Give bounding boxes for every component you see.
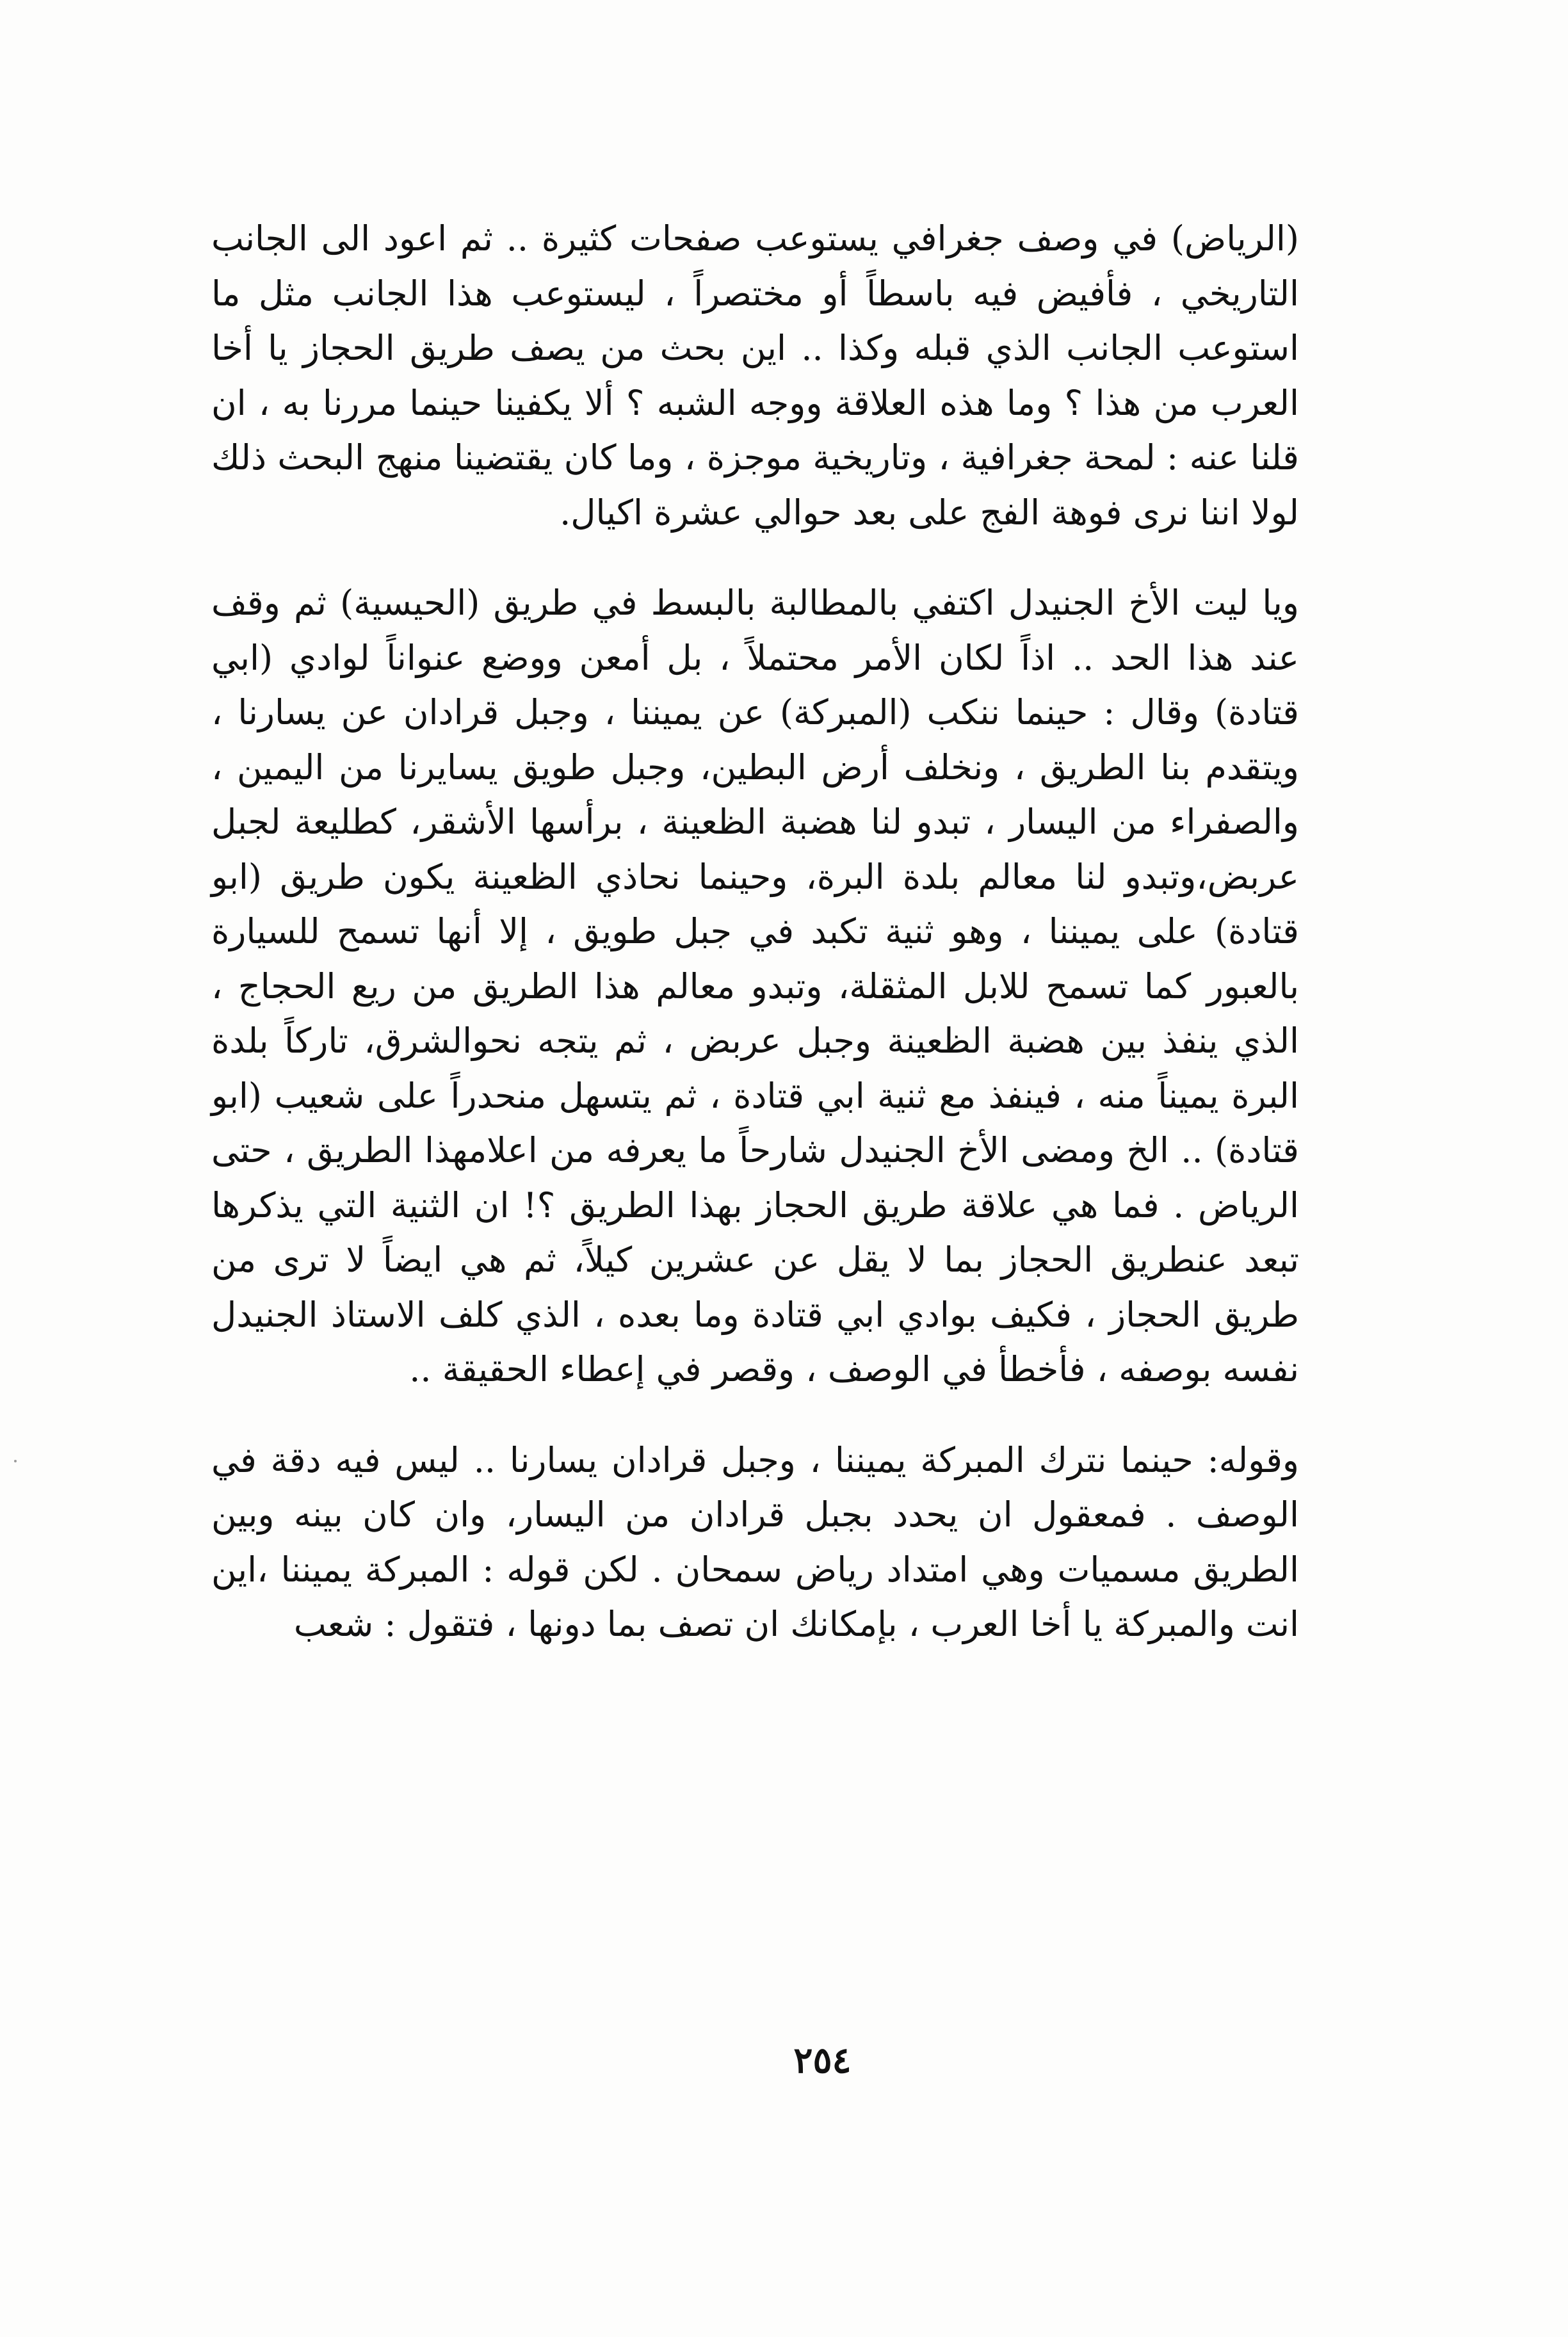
paragraph-1: (الرياض) في وصف جغرافي يستوعب صفحات كثيرة .. ثم اعود الى الجانب التاريخي ، فأفيض فيه باسطاً أو مختصراً ، ليستوعب هذا الجانب مثل ما استوعب الجانب الذي قبله وكذا .. اين بحث من يصف طريق الحجاز يا أخا العرب من هذا ؟ وما هذه العلاقة ووجه الشبه ؟ ألا يكفينا حينما مررنا به ، ان قلنا عنه : لمحة جغرافية ، وتاريخية موجزة ، وما كان يقتضينا منهج البحث ذلك لولا اننا نرى فوهة الفج على بعد حوالي عشرة اكيال. <box>211 218 1299 533</box>
page-number: ٢٥٤ <box>793 2039 852 2082</box>
paragraph-2: ويا ليت الأخ الجنيدل اكتفي بالمطالبة بالبسط في طريق (الحيسية) ثم وقف عند هذا الحد .. اذاً لكان الأمر محتملاً ، بل أمعن ووضع عنواناً لوادي (ابي قتادة) وقال : حينما ننكب (المبركة) عن يميننا ، وجبل قرادان عن يسارنا ، ويتقدم بنا الطريق ، ونخلف أرض البطين، وجبل طويق يسايرنا من اليمين ، والصفراء من اليسار ، تبدو لنا هضبة الظعينة ، برأسها الأشقر، كطليعة لجبل عربض،وتبدو لنا معالم بلدة البرة، وحينما نحاذي الظعينة يكون طريق (ابو قتادة) على يميننا ، وهو ثنية تكبد في جبل طويق ، إلا أنها تسمح للسيارة بالعبور كما تسمح للابل المثقلة، وتبدو معالم هذا الطريق من ريع الحجاج ، الذي ينفذ بين هضبة الظعينة وجبل عربض ، ثم يتجه نحوالشرق، تاركاً بلدة البرة يميناً منه ، فينفذ مع ثنية ابي قتادة ، ثم يتسهل منحدراً على شعيب (ابو قتادة) .. الخ ومضى الأخ الجنيدل شارحاً ما يعرفه من اعلامهذا الطريق ، حتى الرياض . فما هي علاقة طريق الحجاز بهذا الطريق ؟! ان الثنية التي يذكرها تبعد عنطريق الحجاز بما لا يقل عن عشرين كيلاً، ثم هي ايضاً لا ترى من طريق الحجاز ، فكيف بوادي ابي قتادة وما بعده ، الذي كلف الاستاذ الجنيدل نفسه بوصفه ، فأخطأ في الوصف ، وقصر في إعطاء الحقيقة .. <box>211 583 1299 1389</box>
paragraph-3: وقوله: حينما نترك المبركة يميننا ، وجبل قرادان يسارنا .. ليس فيه دقة في الوصف . فمعقول ان يحدد بجبل قرادان من اليسار، وان كان بينه وبين الطريق مسميات وهي امتداد رياض سمحان . لكن قوله : المبركة يميننا ،اين انت والمبركة يا أخا العرب ، بإمكانك ان تصف بما دونها ، فتقول : شعب <box>211 1439 1299 1644</box>
body-text <box>211 211 1299 1652</box>
scan-speck <box>14 1460 17 1462</box>
